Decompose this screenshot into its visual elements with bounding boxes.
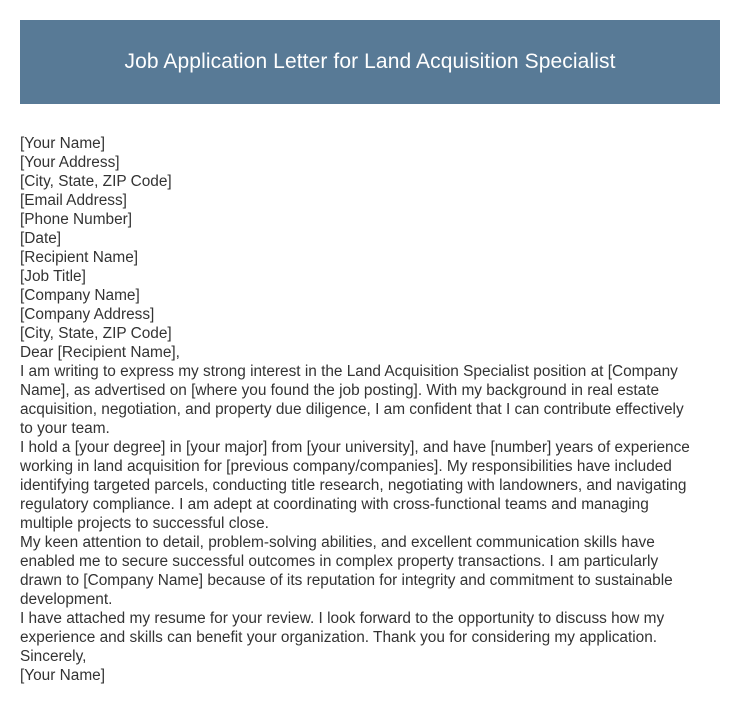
letter-date: [Date] — [20, 230, 62, 247]
sender-phone: [Phone Number] — [20, 211, 133, 228]
salutation: Dear [Recipient Name], — [20, 344, 180, 361]
sender-address: [Your Address] — [20, 154, 120, 171]
paragraph-line: I have attached my resume for your review. I look forward to the opportunity to discuss how my — [20, 610, 665, 627]
paragraph-line: enabled me to secure successful outcomes in complex property transactions. I am particularly — [20, 553, 659, 570]
closing: Sincerely, — [20, 648, 87, 665]
paragraph-line: experience and skills can benefit your organization. Thank you for considering my application. — [20, 629, 658, 646]
page-title: Job Application Letter for Land Acquisition Specialist — [124, 50, 616, 73]
paragraph-line: acquisition, negotiation, and property due diligence, I am confident that I can contribute effectively — [20, 401, 684, 418]
sender-block — [20, 134, 720, 248]
sender-name: [Your Name] — [20, 135, 105, 152]
sender-email: [Email Address] — [20, 192, 127, 209]
paragraph-line: working in land acquisition for [previous company/companies]. My responsibilities have included — [20, 458, 672, 475]
recipient-city-state-zip: [City, State, ZIP Code] — [20, 325, 172, 342]
paragraph-experience — [20, 438, 720, 533]
paragraph-line: My keen attention to detail, problem-solving abilities, and excellent communication skills have — [20, 534, 655, 551]
paragraph-line: drawn to [Company Name] because of its reputation for integrity and commitment to sustainable — [20, 572, 673, 589]
recipient-job-title: [Job Title] — [20, 268, 86, 285]
signature: [Your Name] — [20, 667, 105, 684]
paragraph-line: to your team. — [20, 420, 110, 437]
paragraph-line: I am writing to express my strong interest in the Land Acquisition Specialist position at [Company — [20, 363, 678, 380]
recipient-company-address: [Company Address] — [20, 306, 155, 323]
paragraph-line: Name], as advertised on [where you found the job posting]. With my background in real estate — [20, 382, 660, 399]
paragraph-line: I hold a [your degree] in [your major] from [your university], and have [number] years of experience — [20, 439, 690, 456]
paragraph-intro — [20, 362, 720, 438]
paragraph-line: regulatory compliance. I am adept at coordinating with cross-functional teams and managing — [20, 496, 649, 513]
paragraph-skills — [20, 533, 720, 609]
sender-city-state-zip: [City, State, ZIP Code] — [20, 173, 172, 190]
letter-body — [20, 134, 720, 685]
recipient-company: [Company Name] — [20, 287, 140, 304]
recipient-name: [Recipient Name] — [20, 249, 139, 266]
paragraph-line: development. — [20, 591, 113, 608]
title-banner — [20, 20, 720, 104]
paragraph-line: identifying targeted parcels, conducting title research, negotiating with landowners, and navigating — [20, 477, 687, 494]
paragraph-line: multiple projects to successful close. — [20, 515, 269, 532]
paragraph-closing — [20, 609, 720, 647]
recipient-block — [20, 248, 720, 343]
